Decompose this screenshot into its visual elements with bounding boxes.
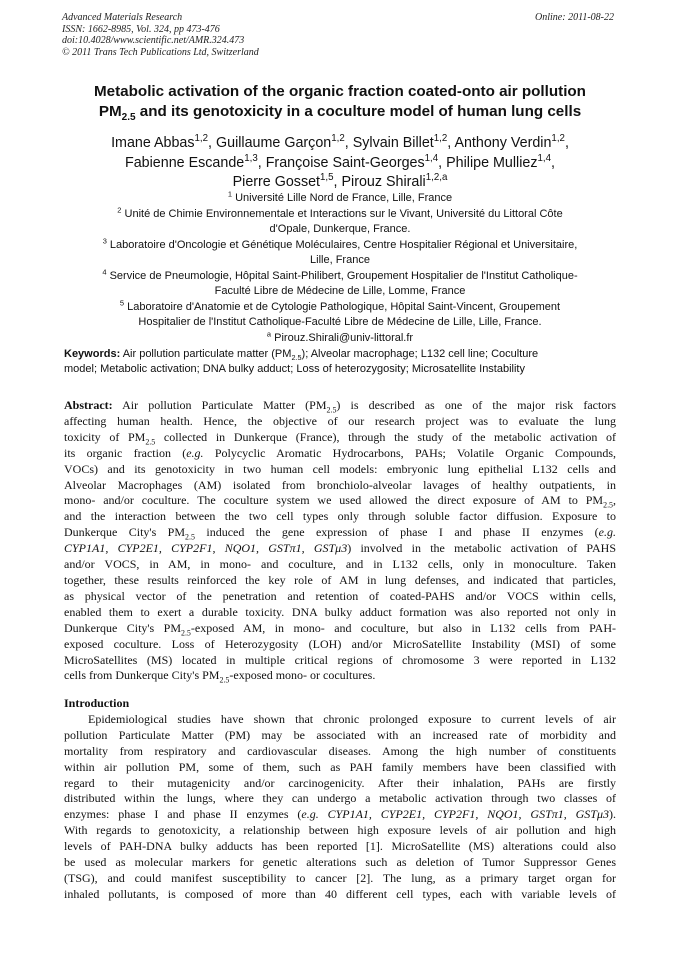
- affiliation-4: $^4$ Service de Pneumologie, Hôpital Saint-Philibert, Groupement Hospitalier de l'Institut Catholique-: [102, 266, 578, 282]
- body-line: within air pollution PM, some of them, such as PAH family members have been classified with: [64, 759, 616, 774]
- doi-line: doi:10.4028/www.scientific.net/AMR.324.473: [62, 35, 245, 47]
- affiliation-3: $^3$ Laboratoire d'Oncologie et Génétique Moléculaires, Centre Hospitalier Régional et Universitaire,: [102, 235, 578, 251]
- abstract-label: Abstract:: [64, 398, 113, 412]
- journal-header: [62, 12, 259, 58]
- body-line: pollution Particulate Matter (PM) may be associated with an increased rate of morbidity and: [64, 727, 616, 742]
- abstract-line: affecting human health. Hence, the objective of our research project was to evaluate the lung: [64, 413, 616, 428]
- keywords-line-1: Keywords: Air pollution particulate matter $(PM_{2.5})$; Alveolar macrophage; L132 cell line; Coculture: [64, 348, 539, 363]
- abstract-line: MicroSatellites (MS) located in multiple critical regions of chromosome 3 were reported in L132: [64, 652, 616, 667]
- author-name: Anthony Verdin: [454, 135, 552, 151]
- abstract-line: as physical vector of the penetration and retention of coated-PAHS and/or VOCS within cells,: [64, 588, 616, 603]
- keywords-label: Keywords:: [64, 348, 121, 360]
- abstract-block: [64, 398, 616, 684]
- abstract-line: Alveolar Macrophages (AM) isolated from bronchiolo-alveolar lavages of healthy outpatients, in: [64, 477, 616, 492]
- author-name: Pierre Gosset: [232, 174, 321, 190]
- author-name: Pirouz Shirali: [341, 174, 426, 190]
- abstract-line: and the interaction between the two cell types only through soluble factor diffusion. Exposure to: [64, 509, 616, 524]
- abstract-line: mono- and/or coculture. The coculture system we used allowed the direct exposure of AM to $PM_{2.5}$,: [64, 493, 616, 510]
- abstract-line: its organic fraction (e.g. Polycyclic Aromatic Hydrocarbons, PAHs; Volatile Organic Compounds,: [64, 445, 616, 460]
- paper-title: [64, 82, 616, 122]
- body-line: inhaled pollutants, is composed of more than 40 different cell types, each with variable levels of: [64, 886, 616, 901]
- author-name: Imane Abbas: [111, 135, 195, 151]
- author-name: Françoise Saint-Georges: [265, 154, 425, 171]
- affiliation-list: [60, 191, 620, 346]
- affiliation-5-cont: Hospitalier de l'Institut Catholique-Faculté Libre de Médecine de Lille, Lille, France.: [138, 316, 542, 328]
- author-name: Philipe Mulliez: [446, 154, 538, 171]
- title-line-1: Metabolic activation of the organic fraction coated-onto air pollution: [94, 83, 586, 100]
- author-line-3: Pierre Gosset$^{1,5}$, Pirouz Shirali$^{1,2,a}$: [232, 172, 448, 190]
- title-line-2: $PM_{2.5}$ and its genotoxicity in a coculture model of human lung cells: [98, 103, 582, 124]
- affiliation-3-cont: Lille, France: [310, 254, 370, 266]
- abstract-line: CYP1A1, CYP2E1, CYP2F1, NQO1, GSTπ1, GSTμ3) involved in the metabolic activation of PAHS: [64, 541, 617, 556]
- body-line: mortality from respiratory and cardiovascular diseases. Among the high number of constituents: [64, 743, 616, 758]
- body-line: be used as molecular markers for genetic alterations such as deletion of Tumor Suppressor Genes: [64, 855, 616, 870]
- abstract-line: enabled them to exert a durable toxicity. DNA bulky adduct formation was also reported not only in: [64, 604, 616, 619]
- introduction-section: [64, 696, 616, 903]
- body-line: levels of PAH-DNA bulky adducts has been reported [1]. MicroSatellite (MS) alterations could also: [64, 839, 616, 854]
- affiliation-4-cont: Faculté Libre de Médecine de Lille, Lomme, France: [214, 285, 466, 297]
- abstract-line: cells from Dunkerque City's $PM_{2.5}$-exposed mono- or cocultures.: [64, 668, 376, 685]
- issn-line: ISSN: 1662-8985, Vol. 324, pp 473-476: [62, 23, 220, 35]
- body-line: enzymes: phase I and phase II enzymes (e.g. CYP1A1, CYP2E1, CYP2F1, NQO1, GSTπ1, GSTμ3).: [64, 807, 617, 822]
- keywords-line-2: model; Metabolic activation; DNA bulky adduct; Loss of heterozygosity; Microsatellite Instability: [64, 363, 525, 375]
- online-date: Online: 2011-08-22: [535, 12, 614, 23]
- abstract-line: Dunkerque City's $PM_{2.5}$ induced the gene expression of phase I and phase II enzymes (e.g.: [64, 525, 616, 542]
- body-line: With regards to genotoxicity, a relationship between high exposure levels of air pollution and high: [64, 823, 616, 838]
- abstract-line: Dunkerque City's $PM_{2.5}$-exposed AM, in mono- and coculture, but also in L132 cells from PAH-: [64, 620, 617, 638]
- section-heading: Introduction: [64, 696, 130, 710]
- copyright-line: © 2011 Trans Tech Publications Ltd, Switzerland: [62, 46, 259, 58]
- journal-name: Advanced Materials Research: [62, 12, 183, 23]
- body-line: distributed within the lungs, where they can undergo a metabolic activation through two classes of: [64, 791, 616, 806]
- body-line: Epidemiological studies have shown that chronic prolonged exposure to current levels of air: [88, 711, 616, 726]
- affiliation-5: $^5$ Laboratoire d'Anatomie et de Cytologie Pathologique, Hôpital Saint-Vincent, Groupement: [119, 297, 561, 313]
- abstract-line: exposed coculture. Loss of Heterozygosity (LOH) and/or MicroSatellite Instability (MSI) of some: [64, 636, 616, 651]
- affiliation-2: $^2$ Unité de Chimie Environnementale et Interactions sur le Vivant, Université du Littoral Côte: [117, 204, 563, 220]
- abstract-line: together, these results reinforced the key role of AM in lung defenses, and indicated that particles,: [64, 572, 616, 587]
- abstract-line: toxicity of $PM_{2.5}$ collected in Dunkerque (France), through the study of the metabolic activation of: [64, 429, 616, 447]
- affiliation-1: $^1$ Université Lille Nord de France, Lille, France: [227, 189, 453, 204]
- author-name: Sylvain Billet: [352, 135, 434, 151]
- body-line: (TSG), and could manifest susceptibility to cancer [2]. The lung, as a primary target organ for: [64, 870, 616, 885]
- author-line-2: Fabienne Escande$^{1,3}$, Françoise Saint-Georges$^{1,4}$, Philipe Mulliez$^{1,4}$,: [125, 152, 555, 171]
- author-name: Fabienne Escande: [125, 154, 245, 171]
- keywords-block: [64, 347, 616, 377]
- abstract-line: VOCs) and its genotoxicity in two human cell models: embryonic lung epithelial L132 cells and: [64, 461, 616, 476]
- abstract-line: Abstract: Air pollution Particulate Matter $(PM_{2.5})$ is described as one of the major risk factors: [64, 398, 616, 415]
- author-list: [64, 134, 616, 193]
- body-line: regard to their mutagenicity and/or carcinogenicity. After their inhalation, PAHs are firstly: [64, 775, 616, 790]
- affiliation-2-cont: d'Opale, Dunkerque, France.: [269, 223, 411, 235]
- abstract-line: and/or VOCS, in AM, in mono- and coculture, and in L132 cells, only in monoculture. Taken: [64, 557, 616, 572]
- corresponding-email[interactable]: $^a$ Pirouz.Shirali@univ-littoral.fr: [266, 328, 414, 344]
- author-name: Guillaume Garçon: [216, 135, 332, 151]
- author-line-1: Imane Abbas$^{1,2}$, Guillaume Garçon$^{1,2}$, Sylvain Billet$^{1,2}$, Anthony Verdin$^{1,2}$,: [111, 133, 569, 151]
